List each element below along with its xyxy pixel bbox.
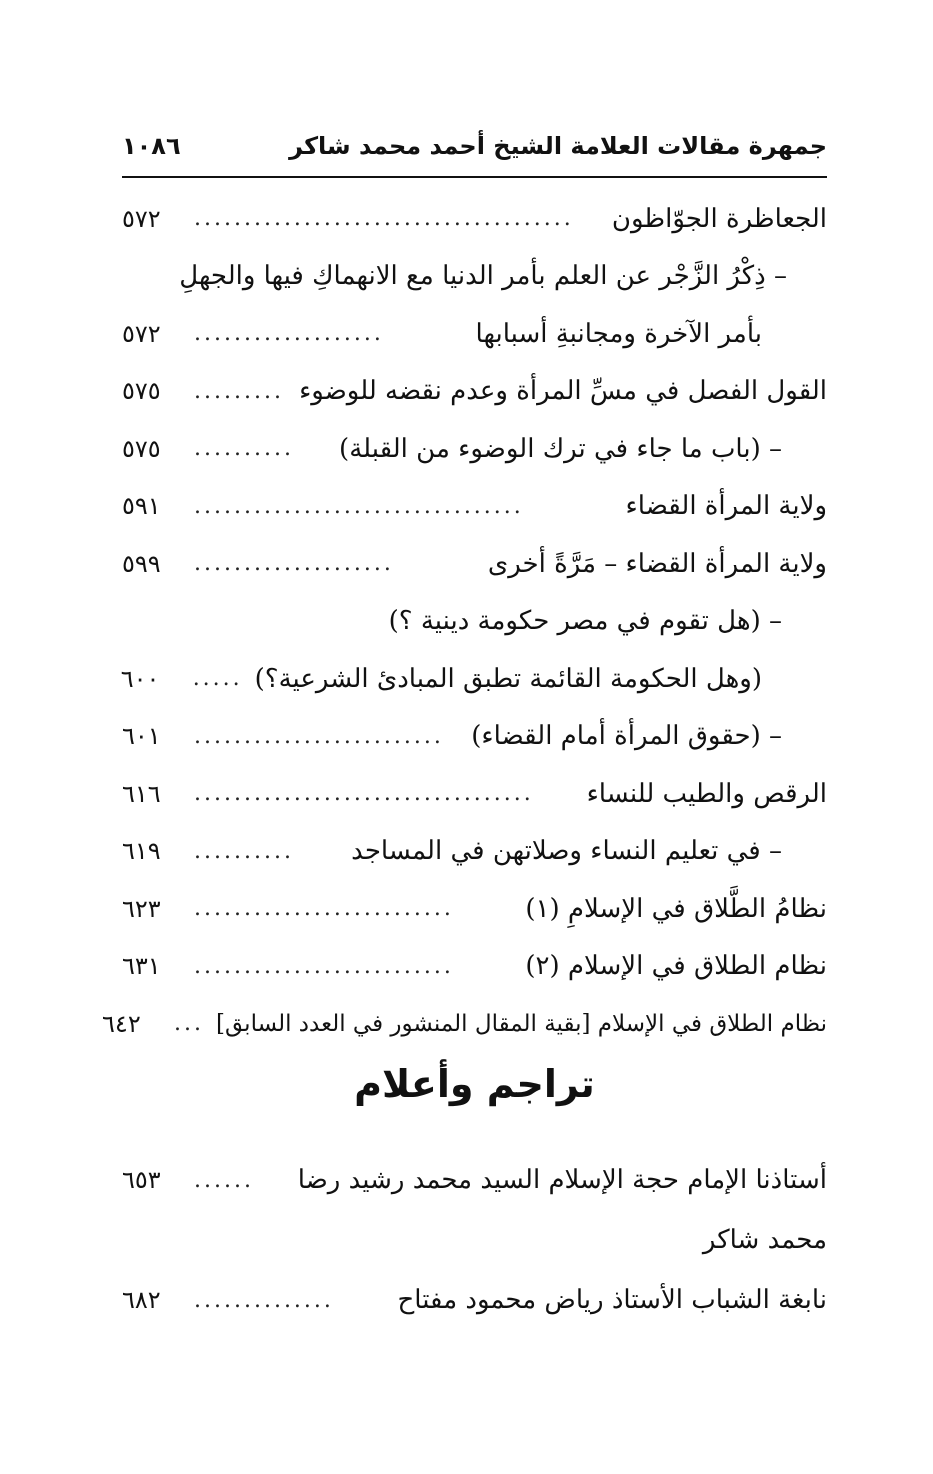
toc-entry (122, 708, 827, 766)
toc-entry-title: ولاية المرأة القضاء – مَرَّةً أخرى (487, 548, 827, 579)
toc-entry (122, 1150, 827, 1210)
toc-entry-page: ٥٧٥ (122, 434, 161, 463)
toc-entry-page: ٦٤٢ (102, 1009, 141, 1038)
toc-entry-page: ٥٩١ (122, 492, 161, 521)
toc-entry-title: – ذِكْرُ الزَّجْر عن العلم بأمر الدنيا مع الانهماكِ فيها والجهلِ (179, 261, 787, 292)
toc-leader-dots: .......... (194, 436, 294, 462)
toc-entry-page: ٦٠٠ (120, 664, 160, 693)
toc-entry-title: الجعاظرة الجوّاظون (611, 203, 827, 234)
toc-entry-page: ٦٢٣ (122, 894, 161, 923)
toc-entry-page: ٦١٩ (122, 837, 161, 866)
toc-entry-title: (وهل الحكومة القائمة تطبق المبادئ الشرعية؟) (254, 663, 762, 694)
toc-leader-dots: .................... (194, 551, 394, 577)
toc-leader-dots: .................................. (194, 781, 534, 807)
section-heading: تراجم وأعلام (354, 1062, 595, 1106)
toc-entry (122, 305, 827, 363)
toc-entry-title: بأمر الآخرة ومجانبةِ أسبابها (475, 318, 762, 349)
toc-leader-dots: ......... (194, 378, 284, 404)
toc-leader-dots: ................................. (194, 493, 524, 519)
toc-leader-dots: .......................... (194, 953, 454, 979)
toc-entry-title: القول الفصل في مسِّ المرأة وعدم نقضه للوضوء (299, 376, 827, 407)
toc-leader-dots: ................... (194, 321, 384, 347)
toc-leader-dots: ...... (194, 1167, 254, 1193)
toc-entry-title: نظام الطلاق في الإسلام [بقية المقال المنشور في العدد السابق] (216, 1010, 827, 1037)
toc-entry (122, 593, 827, 651)
running-header-title: جمهرة مقالات العلامة الشيخ أحمد محمد شاكر (289, 132, 827, 160)
toc-entry-title: ولاية المرأة القضاء (625, 491, 827, 522)
toc-entry (122, 535, 827, 593)
toc-entry (122, 938, 827, 996)
toc-entry-page: ٦٠١ (122, 722, 161, 751)
toc-entry (122, 190, 827, 248)
toc-entry (122, 765, 827, 823)
toc-entry-title: نظام الطلاق في الإسلام (٢) (525, 951, 827, 982)
toc-leader-dots: ... (174, 1011, 205, 1037)
header-rule (122, 176, 827, 178)
toc-leader-dots: ...................................... (194, 206, 574, 232)
toc-entry-title: نابغة الشباب الأستاذ رياض محمود مفتاح (397, 1285, 827, 1315)
toc-entry (122, 248, 827, 306)
toc-entry-page: ٥٧٥ (122, 377, 161, 406)
toc-entry (122, 420, 827, 478)
toc-entry-page: ٥٧٢ (122, 204, 161, 233)
toc-entry-title: – في تعليم النساء وصلاتهن في المساجد (351, 836, 782, 867)
toc-list-biographies (122, 1150, 827, 1330)
toc-leader-dots: .......................... (194, 896, 454, 922)
toc-entry-title: محمد شاكر (702, 1225, 827, 1255)
toc-entry-title: أستاذنا الإمام حجة الإسلام السيد محمد رشيد رضا (297, 1165, 827, 1195)
toc-leader-dots: ......................... (194, 723, 444, 749)
toc-entry (122, 650, 827, 708)
running-header (122, 128, 827, 176)
toc-entry (122, 823, 827, 881)
toc-entry (122, 1270, 827, 1330)
toc-entry-title: – (باب ما جاء في ترك الوضوء من القبلة) (339, 433, 782, 464)
toc-entry-title: – (حقوق المرأة أمام القضاء) (471, 721, 782, 752)
toc-leader-dots: .............. (194, 1287, 334, 1313)
toc-list (102, 190, 827, 1053)
toc-entry (122, 363, 827, 421)
toc-entry-title: نظامُ الطَّلاق في الإسلامِ (١) (525, 893, 827, 924)
toc-entry (122, 1210, 827, 1270)
page-number: ١٠٨٦ (122, 132, 181, 160)
toc-leader-dots: ..... (192, 666, 243, 692)
toc-entry (122, 478, 827, 536)
toc-entry-page: ٦٨٢ (122, 1286, 161, 1314)
toc-entry (122, 880, 827, 938)
toc-entry (102, 995, 827, 1053)
toc-leader-dots: .......... (194, 838, 294, 864)
toc-entry-page: ٥٩٩ (122, 549, 161, 578)
toc-entry-title: الرقص والطيب للنساء (586, 778, 827, 809)
toc-entry-page: ٥٧٢ (122, 319, 161, 348)
toc-entry-page: ٦١٦ (122, 779, 161, 808)
toc-entry-title: – (هل تقوم في مصر حكومة دينية ؟) (388, 606, 782, 637)
toc-entry-page: ٦٣١ (122, 952, 161, 981)
toc-entry-page: ٦٥٣ (122, 1166, 161, 1194)
